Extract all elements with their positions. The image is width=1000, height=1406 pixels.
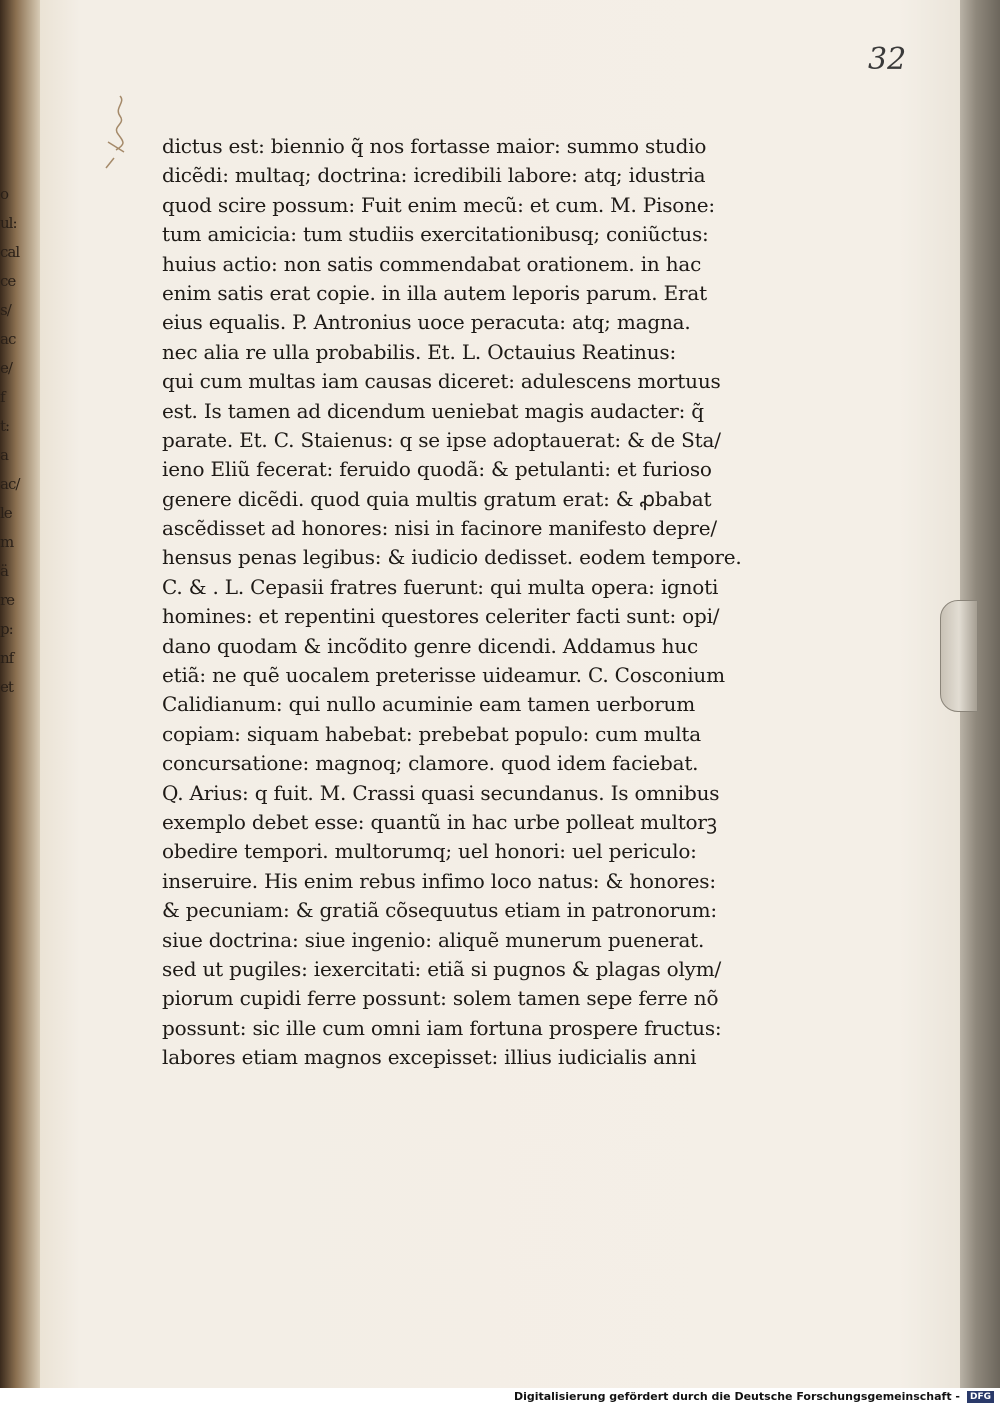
text-line: sed ut pugiles: iexercitati: etiã si pugnos & plagas olym/ [162,956,722,981]
text-line: eius equalis. P. Antronius uoce peracuta: atq; magna. [162,310,691,335]
left-fragment: ac [0,330,16,348]
text-line: ieno Eliũ fecerat: feruido quodã: & petulanti: et furioso [162,457,712,482]
text-line: exemplo debet esse: quantũ in hac urbe polleat multorꝫ [162,809,717,834]
text-line: hensus penas legibus: & iudicio dedisset. eodem tempore. [162,545,742,570]
text-line: possunt: sic ille cum omni iam fortuna prospere fructus: [162,1015,722,1040]
text-line: Q. Arius: q fuit. M. Crassi quasi secundanus. Is omnibus [162,780,720,805]
text-line: genere dicẽdi. quod quia multis gratum erat: & ꝓbabat [162,486,712,511]
text-line: copiam: siquam habebat: prebebat populo: cum multa [162,721,701,746]
left-fragment: et [0,678,13,696]
left-fragment: m [0,533,14,551]
left-fragment: le [0,504,12,522]
text-line: labores etiam magnos excepisset: illius iudicialis anni [162,1045,697,1070]
text-line: Calidianum: qui nullo acuminie eam tamen uerborum [162,692,696,717]
left-fragment: ce [0,272,16,290]
dfg-logo: DFG [967,1391,994,1403]
left-fragment: ac/ [0,475,20,493]
text-line: nec alia re ulla probabilis. Et. L. Octauius Reatinus: [162,339,676,364]
text-line: enim satis erat copie. in illa autem leporis parum. Erat [162,280,707,305]
text-line: obedire tempori. multorumq; uel honori: uel periculo: [162,839,697,864]
left-fragment: cal [0,243,20,261]
incunabula-text-block [162,132,762,1073]
text-line: quod scire possum: Fuit enim mecũ: et cum. M. Pisone: [162,192,715,217]
text-line: qui cum multas iam causas diceret: adulescens mortuus [162,369,721,394]
text-line: homines: et repentini questores celeriter facti sunt: opi/ [162,604,720,629]
text-line: huius actio: non satis commendabat orationem. in hac [162,251,702,276]
text-line: dano quodam & incõdito genre dicendi. Addamus huc [162,633,699,658]
text-line: piorum cupidi ferre possunt: solem tamen sepe ferre nõ [162,986,719,1011]
footer-credit: Digitalisierung gefördert durch die Deutsche Forschungsgemeinschaft - [513,1390,960,1403]
page-number: 32 [868,42,907,77]
left-fragment: s/ [0,301,11,319]
text-line: C. & . L. Cepasii fratres fuerunt: qui multa opera: ignoti [162,574,719,599]
text-line: etiã: ne quẽ uocalem preterisse uideamur. C. Cosconium [162,663,725,688]
page-clip [940,600,978,712]
left-fragment: e/ [0,359,12,377]
left-page-text-fragments [0,180,30,702]
marginal-doodle [98,92,138,172]
text-line: dictus est: biennio q̃ nos fortasse maior: summo studio [162,134,707,158]
text-line: concursatione: magnoq; clamore. quod idem faciebat. [162,751,699,776]
left-fragment: o [0,185,9,203]
left-fragment: ul: [0,214,17,232]
text-line: dicẽdi: multaq; doctrina: icredibili labore: atq; idustria [162,163,706,188]
text-line: ascẽdisset ad honores: nisi in facinore manifesto depre/ [162,516,717,541]
text-line: siue doctrina: siue ingenio: aliquẽ munerum puenerat. [162,927,705,952]
left-fragment: t: [0,417,10,435]
left-fragment: a [0,446,8,464]
text-line: est. Is tamen ad dicendum ueniebat magis audacter: q̃ [162,398,704,423]
left-fragment: nf [0,649,14,667]
footer-bar [0,1388,1000,1406]
text-line: & pecuniam: & gratiã cõsequutus etiam in patronorum: [162,898,717,923]
text-line: parate. Et. C. Staienus: q se ipse adoptauerat: & de Sta/ [162,427,721,452]
text-line: tum amicicia: tum studiis exercitationibusq; coniũctus: [162,222,709,247]
left-fragment: p: [0,620,13,638]
text-line: inseruire. His enim rebus infimo loco natus: & honores: [162,868,716,893]
left-fragment: f [0,388,5,406]
left-fragment: re [0,591,15,609]
left-fragment: ä [0,562,8,580]
